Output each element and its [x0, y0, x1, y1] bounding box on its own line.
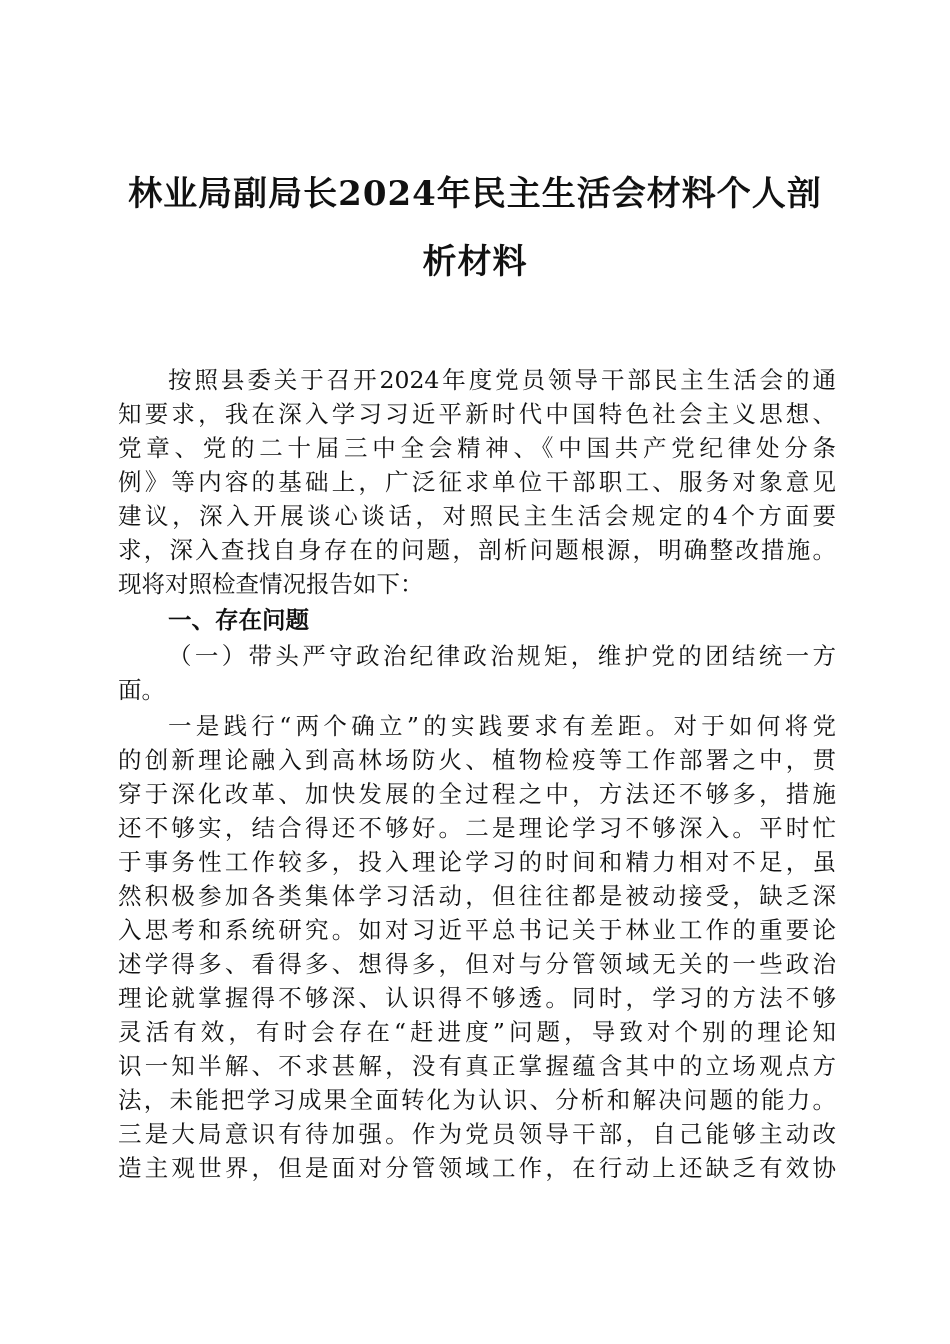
body-line: 建议，深入开展谈心谈话，对照民主生活会规定的4个方面要: [118, 502, 836, 530]
body-line: 求，深入查找自身存在的问题，剖析问题根源，明确整改措施。: [118, 536, 836, 564]
body-line: 现将对照检查情况报告如下：: [118, 570, 424, 598]
subsection-heading: （一）带头严守政治纪律政治规矩，维护党的团结统一方: [168, 642, 836, 670]
body-line: 党章、党的二十届三中全会精神、《中国共产党纪律处分条: [118, 434, 836, 462]
body-line: 法，未能把学习成果全面转化为认识、分析和解决问题的能力。: [118, 1086, 836, 1114]
body-line: 入思考和系统研究。如对习近平总书记关于林业工作的重要论: [118, 916, 836, 944]
body-line: 然积极参加各类集体学习活动，但往往都是被动接受，缺乏深: [118, 882, 836, 910]
document-title-line-1: 林业局副局长2024年民主生活会材料个人剖: [128, 174, 822, 214]
body-line: 灵活有效，有时会存在“赶进度”问题，导致对个别的理论知: [118, 1018, 836, 1046]
body-line: 于事务性工作较多，投入理论学习的时间和精力相对不足，虽: [118, 848, 836, 876]
body-line: 造主观世界，但是面对分管领域工作，在行动上还缺乏有效协: [118, 1154, 836, 1182]
body-line: 三是大局意识有待加强。作为党员领导干部，自己能够主动改: [118, 1120, 836, 1148]
body-line: 述学得多、看得多、想得多，但对与分管领域无关的一些政治: [118, 950, 836, 978]
body-line: 理论就掌握得不够深、认识得不够透。同时，学习的方法不够: [118, 984, 836, 1012]
body-line: 例》等内容的基础上，广泛征求单位干部职工、服务对象意见: [118, 468, 836, 496]
body-line: 还不够实，结合得还不够好。二是理论学习不够深入。平时忙: [118, 814, 836, 842]
body-line: 一是践行“两个确立”的实践要求有差距。对于如何将党: [168, 712, 836, 740]
body-line: 穿于深化改革、加快发展的全过程之中，方法还不够多，措施: [118, 780, 836, 808]
subsection-heading-cont: 面。: [118, 676, 165, 704]
body-line: 的创新理论融入到高林场防火、植物检疫等工作部署之中，贯: [118, 746, 836, 774]
document-title-line-2: 析材料: [422, 242, 528, 282]
section-heading: 一、存在问题: [168, 606, 309, 634]
body-line: 识一知半解、不求甚解，没有真正掌握蕴含其中的立场观点方: [118, 1052, 836, 1080]
body-line: 按照县委关于召开2024年度党员领导干部民主生活会的通: [168, 366, 836, 394]
body-line: 知要求，我在深入学习习近平新时代中国特色社会主义思想、: [118, 400, 836, 428]
